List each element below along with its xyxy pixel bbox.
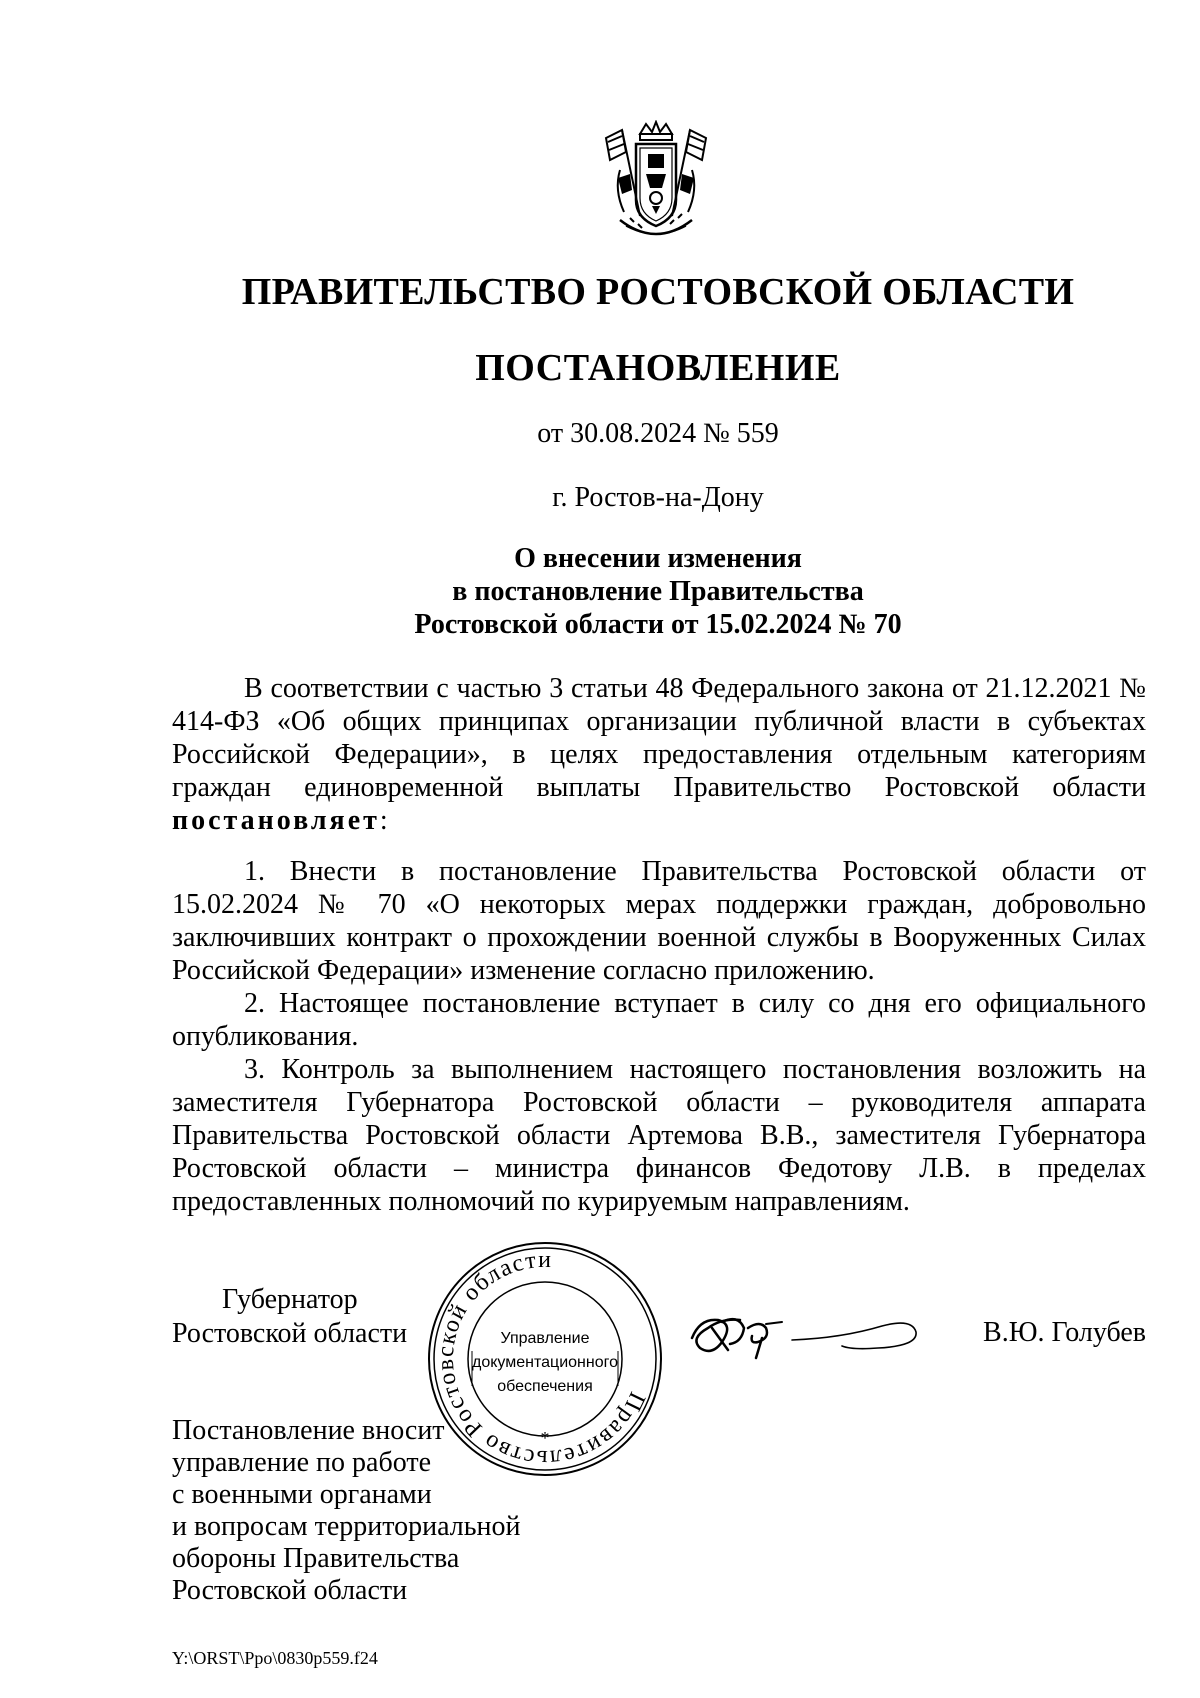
resolution-item: 2. Настоящее постановление вступает в силу со дня его официального опубликования. — [172, 988, 1146, 1052]
submitter-line: управление по работе — [172, 1447, 432, 1478]
submitter-note — [172, 1415, 521, 1607]
preamble-paragraph — [172, 672, 1146, 837]
resolution-item: 3. Контроль за выполнением настоящего постановления возложить на заместителя Губернатора Ростовской области – руководителя аппарата Правительства Ростовской области Артемова В.В., заместителя Губернатора Ростовской области – министра финансов Федотову Л.В. в пределах предоставленных полномочий по курируемым направлениям. — [172, 1054, 1146, 1217]
handwritten-signature — [682, 1298, 932, 1370]
seal-inner-line: документационного — [472, 1354, 618, 1371]
svg-text:*: * — [540, 1428, 550, 1448]
submitter-line: Ростовской области — [172, 1575, 408, 1606]
position-line: Губернатор — [222, 1284, 358, 1315]
subject-line: в постановление Правительства — [452, 576, 864, 607]
submitter-line: обороны Правительства — [172, 1543, 460, 1574]
file-path-footer: Y:\ORST\Ppo\0830p559.f24 — [172, 1648, 378, 1668]
signatory-position — [172, 1283, 407, 1351]
resolution-item: 1. Внести в постановление Правительства Ростовской области от 15.02.2024 № 70 «О некоторых мерах поддержки граждан, добровольно заключивших контракт о прохождении военной службы в Вооруженных Силах Российской Федерации» изменение согласно приложению. — [172, 856, 1146, 986]
submitter-line: и вопросам территориальной — [172, 1511, 521, 1542]
signatory-name: В.Ю. Голубев — [983, 1317, 1146, 1348]
city-line: г. Ростов-на-Дону — [552, 482, 764, 513]
subject-heading — [0, 542, 1200, 641]
submitter-line: с военными органами — [172, 1479, 432, 1510]
seal-inner-line: обеспечения — [497, 1378, 593, 1395]
seal-ring-text: Правительство Ростовской области — [432, 1246, 650, 1472]
government-title: ПРАВИТЕЛЬСТВО РОСТОВСКОЙ ОБЛАСТИ — [241, 271, 1075, 313]
resolves-word: постановляет — [172, 805, 380, 836]
document-type-title: ПОСТАНОВЛЕНИЕ — [475, 347, 841, 389]
preamble-text: В соответствии с частью 3 статьи 48 Федерального закона от 21.12.2021 № 414-ФЗ «Об общих принципах организации публичной власти в субъектах Российской Федерации», в целях предоставления отдельным категориям граждан единовременной выплаты Правительство Ростовской области — [172, 673, 1146, 803]
coat-of-arms-icon — [600, 120, 712, 248]
subject-line: О внесении изменения — [514, 543, 802, 574]
subject-line: Ростовской области от 15.02.2024 № 70 — [414, 609, 902, 640]
seal-inner-line: Управление — [500, 1330, 590, 1347]
position-line: Ростовской области — [172, 1318, 408, 1349]
resolution-items — [172, 855, 1146, 1218]
preamble-colon: : — [379, 805, 388, 836]
date-number-line: от 30.08.2024 № 559 — [537, 418, 779, 449]
submitter-line: Постановление вносит — [172, 1415, 445, 1446]
